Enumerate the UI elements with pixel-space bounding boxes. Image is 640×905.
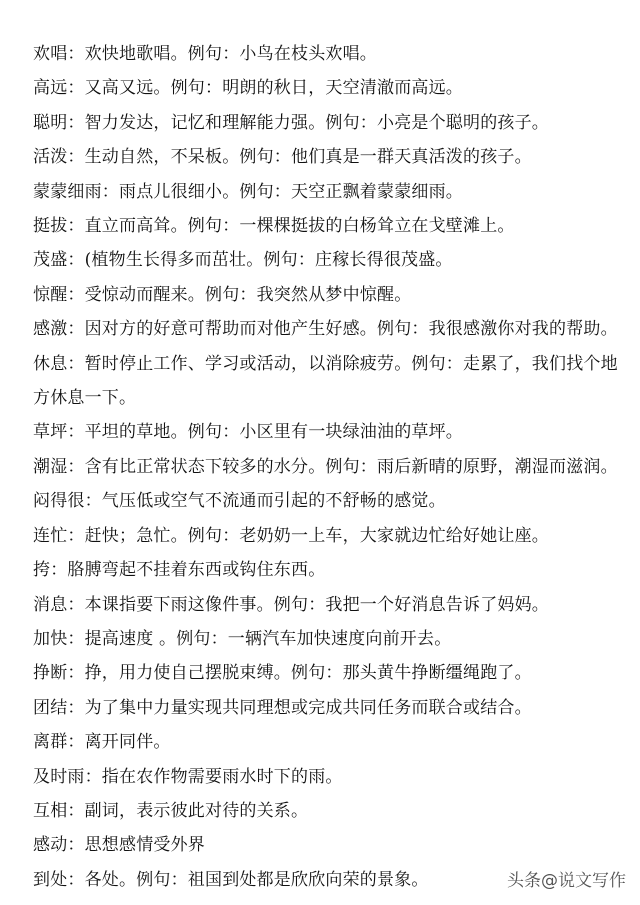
- vocabulary-entry: 消息：本课指要下雨这像件事。例句：我把一个好消息告诉了妈妈。: [33, 594, 549, 615]
- vocabulary-entry: 休息：暂时停止工作、学习或活动，以消除疲劳。例句：走累了，我们找个地方休息一下。: [33, 353, 618, 409]
- vocabulary-entry: 草坪：平坦的草地。例句：小区里有一块绿油油的草坪。: [33, 422, 463, 443]
- vocabulary-entry: 互相：副词，表示彼此对待的关系。: [33, 800, 309, 821]
- vocabulary-entry: 挎：胳膊弯起不挂着东西或钩住东西。: [33, 560, 326, 581]
- vocabulary-entry: 聪明：智力发达，记忆和理解能力强。例句：小亮是个聪明的孩子。: [33, 112, 549, 133]
- vocabulary-entry: 感动：思想感情受外界: [33, 835, 205, 856]
- vocabulary-entry: 欢唱：欢快地歌唱。例句：小鸟在枝头欢唱。: [33, 44, 377, 64]
- watermark: [507, 866, 626, 891]
- vocabulary-entry: 加快：提高速度 。例句：一辆汽车加快速度向前开去。: [33, 628, 452, 649]
- vocabulary-entry: 离群：离开同伴。: [33, 732, 171, 753]
- vocabulary-entry: 蒙蒙细雨：雨点儿很细小。例句：天空正飘着蒙蒙细雨。: [33, 181, 463, 202]
- vocabulary-entry: 挺拔：直立而高耸。例句：一棵棵挺拔的白杨耸立在戈壁滩上。: [33, 216, 515, 237]
- watermark-text: 头条@说文写作: [507, 871, 626, 891]
- vocabulary-entry: 茂盛：(植物生长得多而茁壮。例句：庄稼长得很茂盛。: [33, 250, 453, 271]
- vocabulary-list: [33, 37, 623, 897]
- vocabulary-entry: 活泼：生动自然，不呆板。例句：他们真是一群天真活泼的孩子。: [33, 147, 532, 168]
- vocabulary-entry: 及时雨：指在农作物需要雨水时下的雨。: [33, 766, 343, 787]
- vocabulary-entry: 潮湿：含有比正常状态下较多的水分。例句：雨后新晴的原野，潮湿而滋润。: [33, 456, 618, 477]
- vocabulary-entry: 挣断：挣，用力使自己摆脱束缚。例句：那头黄牛挣断缰绳跑了。: [33, 663, 532, 684]
- vocabulary-entry: 团结：为了集中力量实现共同理想或完成共同任务而联合或结合。: [33, 697, 532, 718]
- vocabulary-entry: 连忙：赶快；急忙。例句：老奶奶一上车，大家就边忙给好她让座。: [33, 525, 549, 546]
- vocabulary-entry: 闷得很：气压低或空气不流通而引起的不舒畅的感觉。: [33, 491, 446, 512]
- vocabulary-entry: 感激：因对方的好意可帮助而对他产生好感。例句：我很感激你对我的帮助。: [33, 319, 618, 340]
- vocabulary-entry: 到处：各处。例句：祖国到处都是欣欣向荣的景象。: [33, 869, 429, 890]
- vocabulary-entry: 惊醒：受惊动而醒来。例句：我突然从梦中惊醒。: [33, 284, 412, 305]
- vocabulary-entry: 高远：又高又远。例句：明朗的秋日，天空清澈而高远。: [33, 78, 463, 99]
